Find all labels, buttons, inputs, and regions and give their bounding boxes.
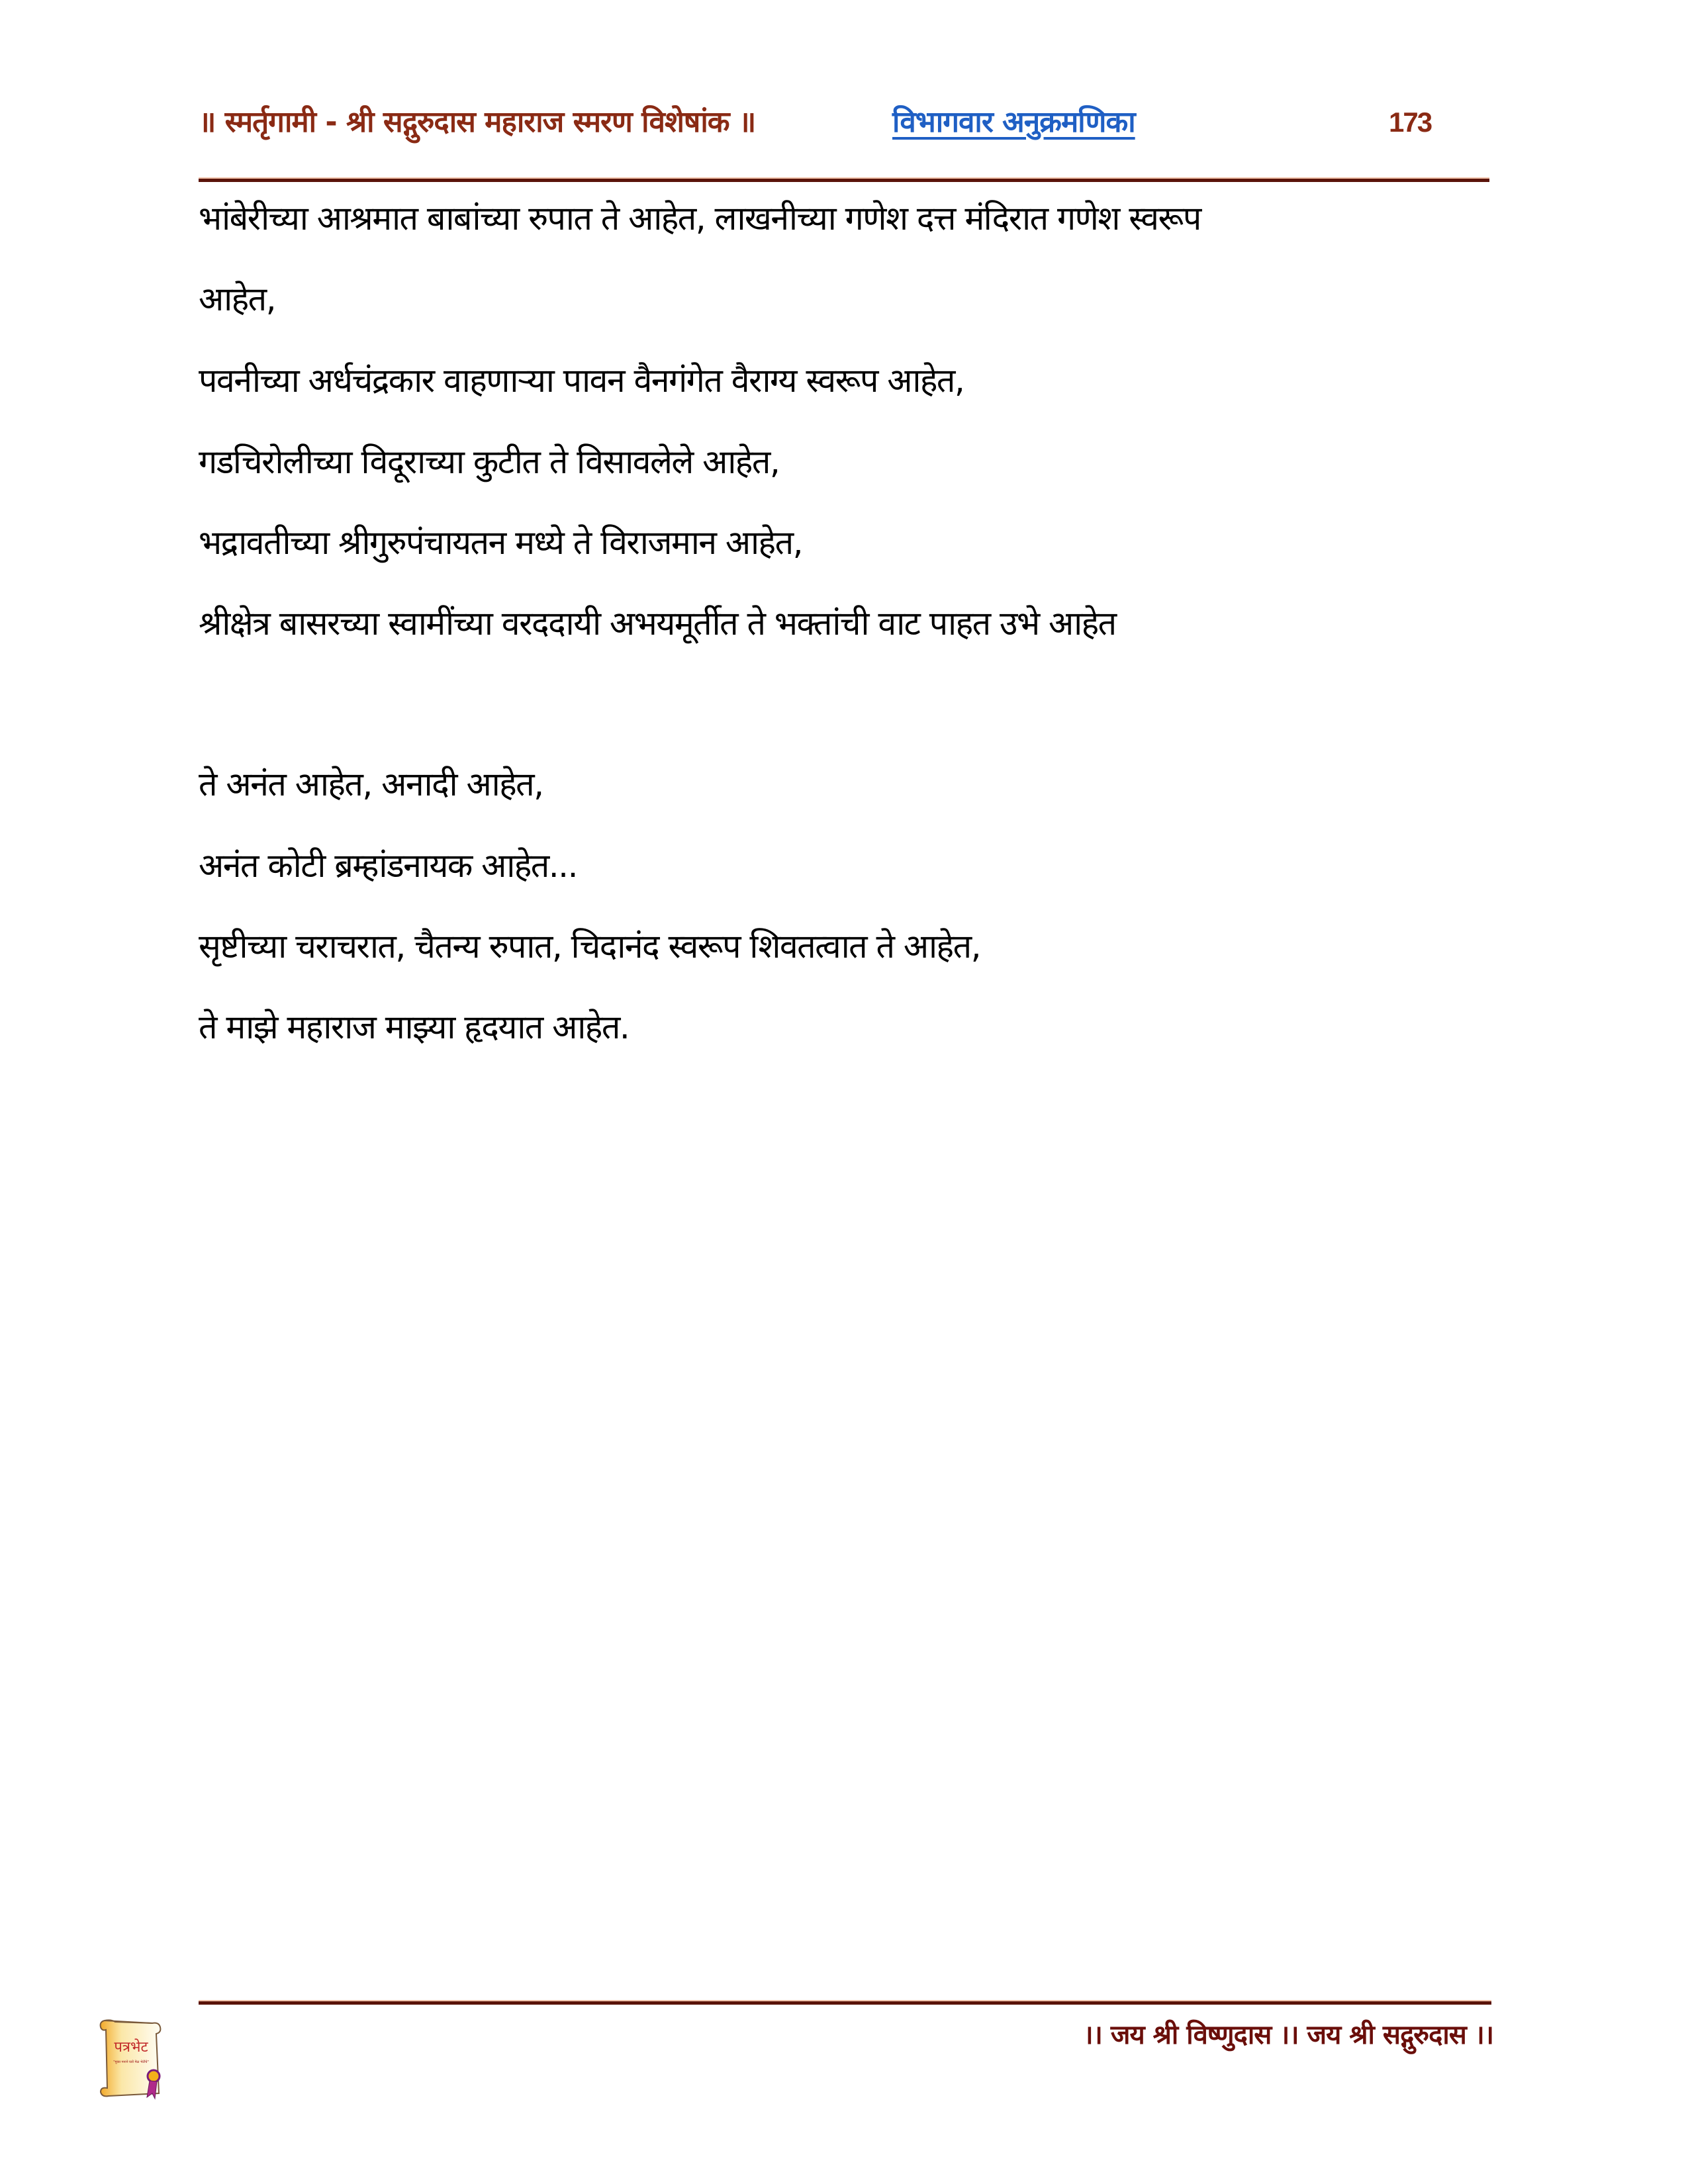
text-line: भांबेरीच्या आश्रमात बाबांच्या रुपात ते आहेत, लाखनीच्या गणेश दत्त मंदिरात गणेश स्वरूप — [199, 199, 1201, 238]
footer-motto: ।। जय श्री विष्णुदास ।। जय श्री सद्गुरुदास ।। — [1083, 2020, 1493, 2050]
text-line: ते माझे महाराज माझ्या हृदयात आहेत. — [199, 1008, 630, 1046]
logo-tagline: "मुक्त मनाने घडो मेळ भेटीचे" — [113, 2060, 149, 2064]
text-line: सृष्टीच्या चराचरात, चैतन्य रुपात, चिदानंद स्वरूप शिवतत्वात ते आहेत, — [199, 927, 980, 966]
logo-title: पत्रभेट — [114, 2039, 148, 2056]
page-number: 173 — [1389, 107, 1432, 138]
text-line: आहेत, — [199, 280, 276, 318]
index-link[interactable]: विभागवार अनुक्रमणिका — [892, 105, 1135, 139]
text-line: श्रीक्षेत्र बासरच्या स्वामींच्या वरददायी अभयमूर्तीत ते भक्तांची वाट पाहत उभे आहेत — [199, 604, 1116, 643]
text-line: ते अनंत आहेत, अनादी आहेत, — [199, 765, 543, 803]
scroll-icon — [93, 2015, 169, 2101]
text-line: गडचिरोलीच्या विदूराच्या कुटीत ते विसावलेले आहेत, — [199, 443, 780, 481]
text-line: भद्रावतीच्या श्रीगुरुपंचायतन मध्ये ते विराजमान आहेत, — [199, 523, 802, 562]
text-line: अनंत कोटी ब्रम्हांडनायक आहेत... — [199, 846, 577, 885]
page-header — [199, 99, 1491, 152]
header-divider — [199, 179, 1489, 182]
footer-divider — [199, 2001, 1491, 2005]
text-line: पवनीच्या अर्धचंद्रकार वाहणाऱ्या पावन वैनगंगेत वैराग्य स्वरूप आहेत, — [199, 361, 964, 400]
publication-title: ॥ स्मर्तृगामी - श्री सद्गुरुदास महाराज स्मरण विशेषांक ॥ — [199, 105, 756, 139]
